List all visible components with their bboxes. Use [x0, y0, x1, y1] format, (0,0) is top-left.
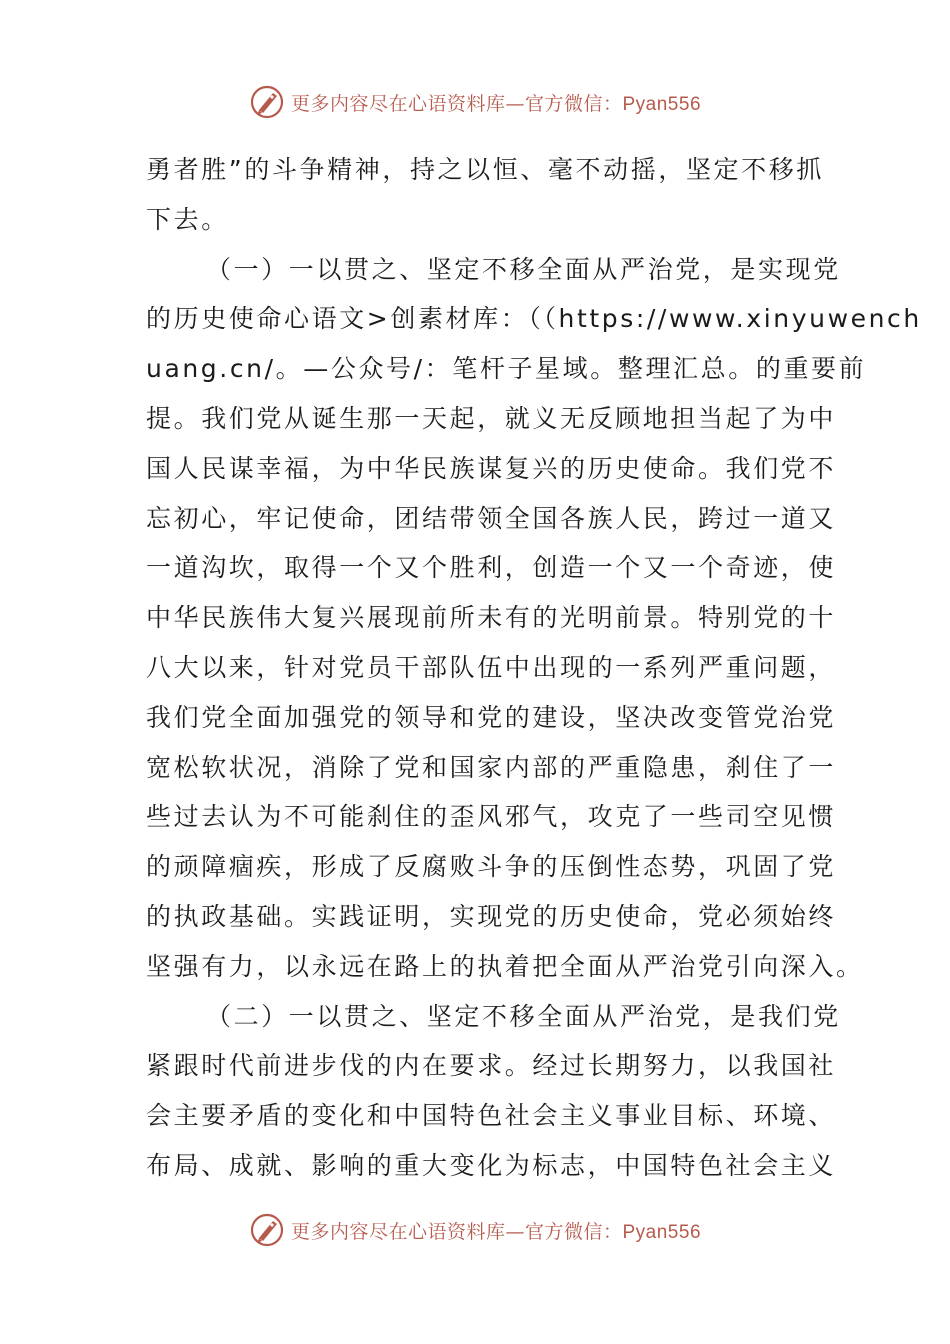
- header-banner-text: [291, 89, 701, 116]
- header-banner: [0, 80, 950, 124]
- header-wechat-id: Pyan556: [622, 93, 702, 115]
- text-line: 中华民族伟大复兴展现前所未有的光明前景。特别党的十: [146, 603, 837, 633]
- text-line: 宽松软状况，消除了党和国家内部的严重隐患，刹住了一: [146, 752, 837, 782]
- text-line: 坚强有力，以永远在路上的执着把全面从严治党引向深入。: [146, 951, 864, 981]
- paragraph-start-line: （一）一以贯之、坚定不移全面从严治党，是实现党: [206, 254, 841, 284]
- footer-banner-text: [291, 1217, 701, 1244]
- pen-nib-logo-icon: [249, 1212, 285, 1248]
- pen-nib-logo-icon: [249, 84, 285, 120]
- text-line: uang.cn/。—公众号/：笔杆子星域。整理汇总。的重要前: [146, 354, 867, 384]
- text-line: 一道沟坎，取得一个又个胜利，创造一个又一个奇迹，使: [146, 553, 837, 583]
- text-line: 会主要矛盾的变化和中国特色社会主义事业目标、环境、: [146, 1101, 837, 1131]
- paragraph-start-line: （二）一以贯之、坚定不移全面从严治党，是我们党: [206, 1001, 841, 1031]
- text-line: 下去。: [146, 204, 229, 234]
- document-body: [146, 145, 922, 1191]
- text-line: 的历史使命心语文>创素材库：（（https://www.xinyuwench: [146, 304, 922, 334]
- text-line: 提。我们党从诞生那一天起，就义无反顾地担当起了为中: [146, 403, 837, 433]
- footer-banner-label: 更多内容尽在心语资料库—官方微信：: [290, 1220, 623, 1243]
- text-line: 的执政基础。实践证明，实现党的历史使命，党必须始终: [146, 901, 837, 931]
- text-line: 些过去认为不可能刹住的歪风邪气，攻克了一些司空见惯: [146, 802, 837, 832]
- text-line: 忘初心，牢记使命，团结带领全国各族人民，跨过一道又: [146, 503, 837, 533]
- footer-banner: [0, 1208, 950, 1252]
- text-line: 勇者胜”的斗争精神，持之以恒、毫不动摇，坚定不移抓: [146, 155, 824, 184]
- text-line: 的顽障痼疾，形成了反腐败斗争的压倒性态势，巩固了党: [146, 852, 837, 882]
- text-line: 八大以来，针对党员干部队伍中出现的一系列严重问题，: [146, 652, 837, 682]
- text-line: 紧跟时代前进步伐的内在要求。经过长期努力，以我国社: [146, 1051, 837, 1081]
- text-line: 布局、成就、影响的重大变化为标志，中国特色社会主义: [146, 1150, 837, 1180]
- footer-wechat-id: Pyan556: [622, 1221, 702, 1243]
- header-banner-label: 更多内容尽在心语资料库—官方微信：: [290, 92, 623, 115]
- text-line: 我们党全面加强党的领导和党的建设，坚决改变管党治党: [146, 702, 837, 732]
- text-line: 国人民谋幸福，为中华民族谋复兴的历史使命。我们党不: [146, 453, 837, 483]
